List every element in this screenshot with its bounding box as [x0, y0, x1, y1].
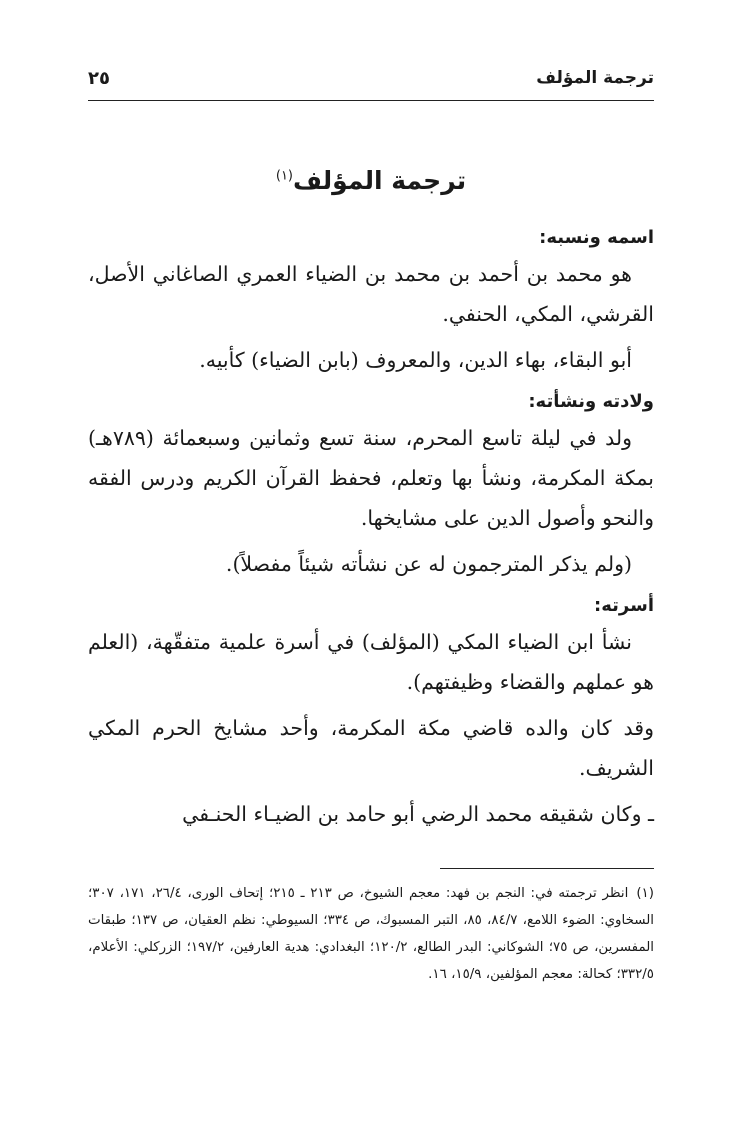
- page-number: ٢٥: [88, 67, 110, 89]
- footnote-reference[interactable]: (١): [275, 168, 293, 184]
- running-title: ترجمة المؤلف: [536, 68, 654, 88]
- name-paragraph: هو محمد بن أحمد بن محمد بن الضياء العمري الصاغاني الأصل، القرشي، المكي، الحنفي.: [88, 262, 654, 326]
- footnote: [88, 880, 654, 988]
- family-paragraph: نشأ ابن الضياء المكي (المؤلف) في أسرة علمية متفقّهة، (العلم هو عملهم والقضاء وظيفتهم).: [88, 630, 654, 694]
- section-heading-family: أسرته:: [594, 595, 654, 616]
- section-heading-name: اسمه ونسبه:: [539, 227, 654, 248]
- running-header: [88, 58, 654, 98]
- father-paragraph: وقد كان والده قاضي مكة المكرمة، وأحد مشايخ الحرم المكي الشريف.: [88, 716, 654, 780]
- birth-paragraph: ولد في ليلة تاسع المحرم، سنة تسع وثمانين وسبعمائة (٧٨٩هـ) بمكة المكرمة، ونشأ بها وتعلم، فحفظ القرآن الكريم ودرس الفقه والنحو وأصول الدين على مشايخها.: [88, 426, 654, 530]
- kunya-paragraph: أبو البقاء، بهاء الدين، والمعروف (بابن الضياء) كأبيه.: [199, 348, 632, 372]
- birth-note-paragraph: (ولم يذكر المترجمون له عن نشأته شيئاً مفصلاً).: [225, 552, 632, 576]
- body-text: [88, 222, 654, 840]
- footnote-text: انظر ترجمته في: النجم بن فهد: معجم الشيوخ، ص ٢١٣ ـ ٢١٥؛ إتحاف الورى، ٢٦/٤، ١٧١، ٣٠٧؛ السخاوي: الضوء اللامع، ٨٤/٧، ٨٥، التبر المسبوك، ص ٣٣٤؛ السيوطي: نظم العقيان، ص ١٣٧؛ طبقات المفسرين، ص ٧٥؛ الشوكاني: البدر الطالع، ١٢٠/٢؛ البغدادي: هدية العارفين، ١٩٧/٢؛ الزركلي: الأعلام، ٣٣٢/٥؛ كحالة: معجم المؤلفين، ١٥/٩، ١٦.: [88, 886, 654, 982]
- footnote-rule: [440, 868, 654, 869]
- footnote-marker: (١): [636, 886, 654, 901]
- header-rule: [88, 100, 654, 101]
- brother-paragraph: ـ وكان شقيقه محمد الرضي أبو حامد بن الضيـاء الحنـفي: [182, 802, 654, 826]
- chapter-title: [88, 166, 654, 195]
- chapter-title-text: ترجمة المؤلف: [293, 166, 467, 195]
- section-heading-birth: ولادته ونشأته:: [528, 391, 654, 412]
